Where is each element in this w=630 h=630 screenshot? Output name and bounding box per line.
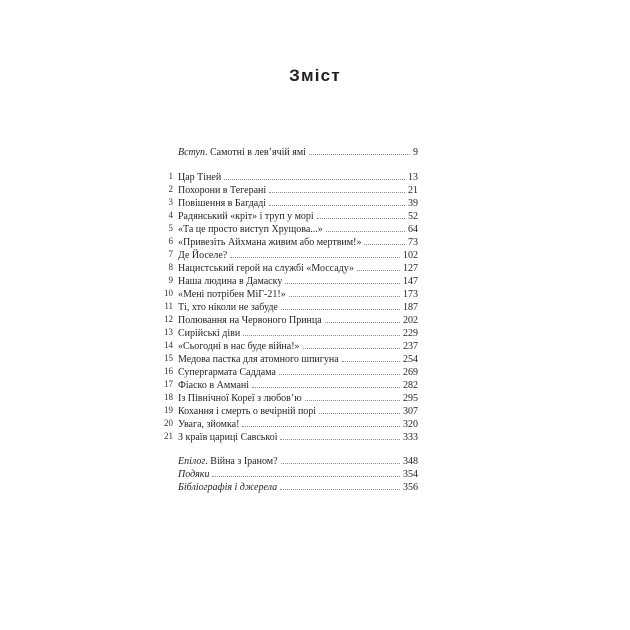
chapter-number: 6	[168, 236, 173, 246]
chapter-page: 269	[403, 367, 418, 378]
toc-intro-page: 9	[413, 147, 418, 158]
dot-leader	[325, 313, 400, 323]
chapter-title: Фіаско в Аммані	[178, 380, 250, 391]
dot-leader	[224, 170, 405, 180]
chapter-title: Ті, хто ніколи не забуде	[178, 302, 278, 313]
toc-bibliography-page: 356	[403, 482, 418, 493]
toc-chapter-row	[152, 391, 418, 404]
chapter-page: 282	[403, 380, 418, 391]
chapter-number: 18	[164, 392, 173, 402]
toc-epilogue-page: 348	[403, 456, 418, 467]
toc-chapter-row	[152, 378, 418, 391]
dot-leader	[243, 326, 400, 336]
chapter-number: 12	[164, 314, 173, 324]
chapter-title: «Привезіть Айхмана живим або мертвим!»	[178, 237, 362, 248]
chapter-page: 202	[403, 315, 418, 326]
toc-chapter-row	[152, 183, 418, 196]
dot-leader	[280, 480, 400, 490]
chapter-page: 39	[408, 198, 418, 209]
chapter-title: Цар Тіней	[178, 172, 222, 183]
toc-acknowledgements-title: Подяки	[178, 469, 210, 480]
toc-chapter-row	[152, 209, 418, 222]
chapter-page: 102	[403, 250, 418, 261]
chapter-number: 7	[168, 249, 173, 259]
toc-chapter-row	[152, 326, 418, 339]
dot-leader	[285, 274, 400, 284]
toc-chapter-row	[152, 222, 418, 235]
dot-leader	[309, 145, 410, 155]
chapter-title: Кохання і смерть о вечірній порі	[178, 406, 317, 417]
chapter-number: 2	[168, 184, 173, 194]
chapter-number: 11	[164, 301, 173, 311]
toc-chapter-row	[152, 287, 418, 300]
chapter-title: З країв цариці Савської	[178, 432, 278, 443]
toc-epilogue-row	[152, 454, 418, 467]
chapter-page: 333	[403, 432, 418, 443]
toc-intro-row	[152, 145, 418, 158]
dot-leader	[289, 287, 400, 297]
chapter-number: 9	[168, 275, 173, 285]
chapter-title: Нацистський герой на службі «Моссаду»	[178, 263, 355, 274]
chapter-page: 127	[403, 263, 418, 274]
chapter-title: Наша людина в Дамаску	[178, 276, 283, 287]
chapter-title: Повішення в Багдаді	[178, 198, 267, 209]
dot-leader	[317, 209, 405, 219]
toc-chapter-row	[152, 430, 418, 443]
dot-leader	[305, 391, 400, 401]
chapter-number: 15	[164, 353, 173, 363]
toc-chapter-row	[152, 235, 418, 248]
chapter-title: «Та це просто виступ Хрущова...»	[178, 224, 323, 235]
chapter-title: Увага, зйомка!	[178, 419, 240, 430]
dot-leader	[269, 183, 405, 193]
toc-chapter-row	[152, 313, 418, 326]
dot-leader	[342, 352, 400, 362]
toc-chapter-row	[152, 261, 418, 274]
chapter-title: Медова пастка для атомного шпигуна	[178, 354, 339, 365]
dot-leader	[319, 404, 400, 414]
chapter-title: Із Північної Кореї з любов’ю	[178, 393, 302, 404]
chapter-page: 21	[408, 185, 418, 196]
chapter-title: Полювання на Червоного Принца	[178, 315, 322, 326]
toc-chapter-row	[152, 339, 418, 352]
chapter-page: 13	[408, 172, 418, 183]
toc-chapter-row	[152, 365, 418, 378]
chapter-page: 147	[403, 276, 418, 287]
toc-chapter-row	[152, 196, 418, 209]
chapter-title: «Мені потрібен МіГ-21!»	[178, 289, 286, 300]
dot-leader	[303, 339, 400, 349]
toc-epilogue-title: Епілог. Війна з Іраном?	[178, 456, 278, 467]
chapter-number: 5	[168, 223, 173, 233]
chapter-number: 8	[168, 262, 173, 272]
dot-leader	[281, 300, 400, 310]
chapter-page: 173	[403, 289, 418, 300]
toc-bibliography-title: Бібліографія і джерела	[178, 482, 278, 493]
chapter-page: 254	[403, 354, 418, 365]
chapter-page: 64	[408, 224, 418, 235]
chapter-number: 16	[164, 366, 173, 376]
toc-chapter-row	[152, 417, 418, 430]
toc-chapter-row	[152, 300, 418, 313]
dot-leader	[230, 248, 400, 258]
dot-leader	[357, 261, 400, 271]
toc-chapter-row	[152, 248, 418, 261]
toc-chapter-row	[152, 274, 418, 287]
chapter-page: 237	[403, 341, 418, 352]
page-title: Зміст	[289, 66, 341, 85]
toc-chapter-row	[152, 170, 418, 183]
chapter-title: Сирійські діви	[178, 328, 241, 339]
chapter-number: 10	[164, 288, 173, 298]
chapter-number: 14	[164, 340, 173, 350]
chapter-page: 295	[403, 393, 418, 404]
dot-leader	[281, 454, 400, 464]
toc-acknowledgements-row	[152, 467, 418, 480]
toc-chapter-row	[152, 404, 418, 417]
table-of-contents	[152, 145, 418, 493]
dot-leader	[279, 365, 400, 375]
toc-bibliography-row	[152, 480, 418, 493]
chapter-title: «Сьогодні в нас буде війна!»	[178, 341, 300, 352]
chapter-number: 17	[164, 379, 173, 389]
chapter-number: 21	[164, 431, 173, 441]
chapter-title: Супергармата Саддама	[178, 367, 276, 378]
chapter-page: 320	[403, 419, 418, 430]
chapter-number: 19	[164, 405, 173, 415]
chapter-number: 4	[168, 210, 173, 220]
toc-acknowledgements-page: 354	[403, 469, 418, 480]
toc-intro-title: Вступ. Самотні в лев’ячій ямі	[178, 147, 306, 158]
toc-chapter-row	[152, 352, 418, 365]
dot-leader	[364, 235, 405, 245]
chapter-number: 13	[164, 327, 173, 337]
dot-leader	[280, 430, 400, 440]
chapter-number: 20	[164, 418, 173, 428]
chapter-title: Похорони в Тегерані	[178, 185, 267, 196]
chapter-number: 3	[168, 197, 173, 207]
dot-leader	[326, 222, 405, 232]
dot-leader	[252, 378, 400, 388]
chapter-title: Де Йоселе?	[178, 250, 228, 261]
chapter-page: 229	[403, 328, 418, 339]
dot-leader	[269, 196, 405, 206]
chapter-page: 187	[403, 302, 418, 313]
chapter-number: 1	[168, 171, 173, 181]
chapter-list	[152, 170, 418, 443]
dot-leader	[242, 417, 400, 427]
dot-leader	[212, 467, 400, 477]
chapter-page: 52	[408, 211, 418, 222]
chapter-page: 307	[403, 406, 418, 417]
chapter-title: Радянський «кріт» і труп у морі	[178, 211, 314, 222]
chapter-page: 73	[408, 237, 418, 248]
